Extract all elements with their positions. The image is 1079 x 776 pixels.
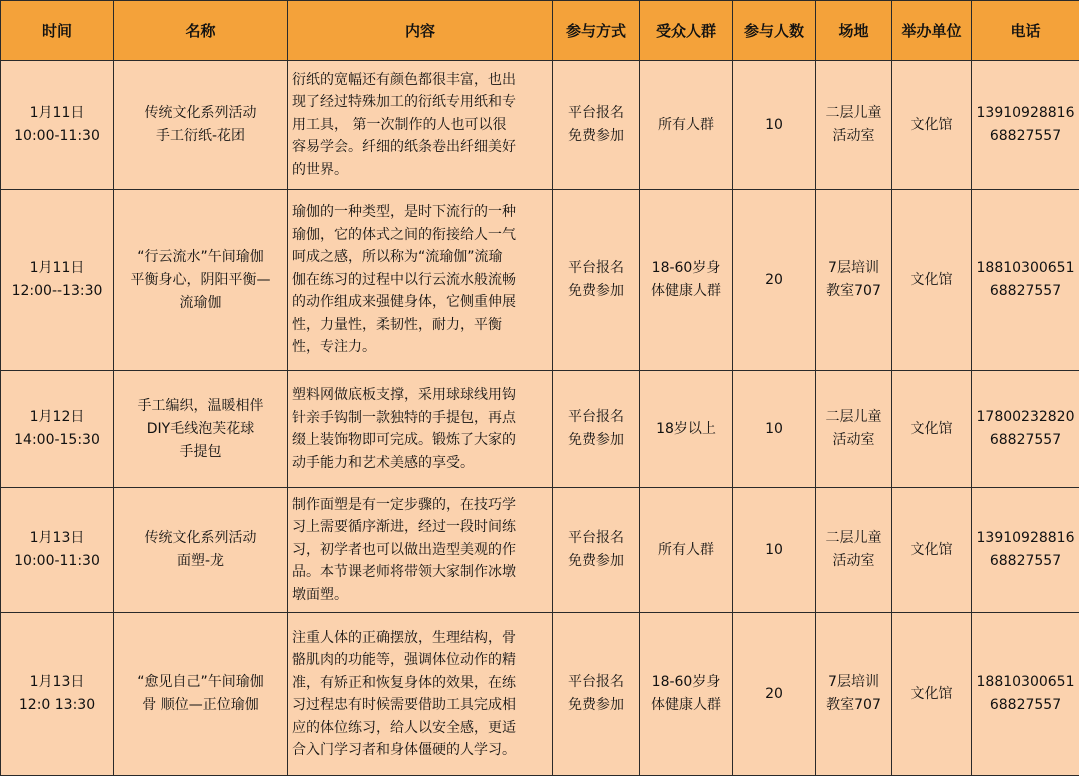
activity-name-line: 手提包 [114, 441, 287, 464]
method-line: 平台报名 [553, 257, 639, 280]
header-content: 内容 [288, 1, 553, 61]
time-range-text: 10:00-11:30 [1, 550, 113, 573]
content-cell [288, 61, 553, 190]
count-cell: 20 [733, 613, 816, 776]
activity-name-line: 平衡身心，阴阳平衡— [114, 269, 287, 292]
venue-cell [816, 613, 892, 776]
audience-line: 所有人群 [640, 114, 732, 137]
method-line: 免费参加 [553, 280, 639, 303]
method-line: 免费参加 [553, 125, 639, 148]
header-row [1, 1, 1079, 61]
activity-name-line: DIY毛线泡芙花球 [114, 418, 287, 441]
venue-line: 活动室 [816, 125, 891, 148]
organizer-cell: 文化馆 [892, 613, 972, 776]
method-line: 平台报名 [553, 527, 639, 550]
audience-line: 18岁以上 [640, 418, 732, 441]
header-method: 参与方式 [553, 1, 640, 61]
organizer-cell: 文化馆 [892, 190, 972, 371]
phone-line: 18810300651 [972, 257, 1079, 280]
method-cell [553, 613, 640, 776]
time-cell [1, 371, 114, 488]
content-line: 衍纸的宽幅还有颜色都很丰富，也出 [292, 69, 548, 92]
phone-line: 17800232820 [972, 406, 1079, 429]
audience-cell [640, 190, 733, 371]
venue-cell [816, 61, 892, 190]
date-text: 1月13日 [1, 671, 113, 694]
header-time: 时间 [1, 1, 114, 61]
activity-name-cell [114, 488, 288, 613]
content-line: 习过程忠有时候需要借助工具完成相 [292, 694, 548, 717]
content-line: 准，有矫正和恢复身体的效果，在练 [292, 672, 548, 695]
audience-cell [640, 488, 733, 613]
content-line: 注重人体的正确摆放，生理结构，骨 [292, 627, 548, 650]
method-cell [553, 190, 640, 371]
time-cell [1, 190, 114, 371]
method-line: 平台报名 [553, 406, 639, 429]
header-audience: 受众人群 [640, 1, 733, 61]
count-cell: 10 [733, 61, 816, 190]
organizer-cell: 文化馆 [892, 488, 972, 613]
table-row [1, 190, 1079, 371]
phone-cell [972, 371, 1079, 488]
content-line: 应的体位练习，给人以安全感，更适 [292, 717, 548, 740]
phone-line: 13910928816 [972, 102, 1079, 125]
method-line: 免费参加 [553, 694, 639, 717]
activity-name-line: 手工衍纸-花团 [114, 125, 287, 148]
table-row [1, 613, 1079, 776]
content-line: 用工具， 第一次制作的人也可以很 [292, 114, 548, 137]
header-organizer: 举办单位 [892, 1, 972, 61]
activity-name-line: 传统文化系列活动 [114, 527, 287, 550]
audience-cell [640, 613, 733, 776]
content-line: 习上需要循序渐进，经过一段时间练 [292, 516, 548, 539]
venue-line: 7层培训 [816, 671, 891, 694]
header-venue: 场地 [816, 1, 892, 61]
method-line: 免费参加 [553, 429, 639, 452]
content-line: 容易学会。纤细的纸条卷出纤细美好 [292, 136, 548, 159]
activity-name-cell [114, 190, 288, 371]
header-count: 参与人数 [733, 1, 816, 61]
time-range-text: 12:00--13:30 [1, 280, 113, 303]
content-line: 制作面塑是有一定步骤的，在技巧学 [292, 494, 548, 517]
activity-name-line: 传统文化系列活动 [114, 102, 287, 125]
date-text: 1月11日 [1, 102, 113, 125]
content-line: 现了经过特殊加工的衍纸专用纸和专 [292, 91, 548, 114]
content-line: 针亲手钩制一款独特的手提包，再点 [292, 407, 548, 430]
venue-line: 二层儿童 [816, 102, 891, 125]
header-phone: 电话 [972, 1, 1079, 61]
phone-line: 68827557 [972, 694, 1079, 717]
date-text: 1月11日 [1, 257, 113, 280]
method-line: 平台报名 [553, 671, 639, 694]
header-name: 名称 [114, 1, 288, 61]
count-cell: 10 [733, 488, 816, 613]
method-cell [553, 371, 640, 488]
content-line: 性，力量性，柔韧性，耐力，平衡 [292, 314, 548, 337]
time-cell [1, 488, 114, 613]
venue-line: 教室707 [816, 694, 891, 717]
content-line: 动手能力和艺术美感的享受。 [292, 452, 548, 475]
phone-line: 68827557 [972, 280, 1079, 303]
content-cell [288, 613, 553, 776]
method-cell [553, 61, 640, 190]
audience-cell [640, 371, 733, 488]
activity-name-cell [114, 61, 288, 190]
content-line: 塑料网做底板支撑，采用球球线用钩 [292, 384, 548, 407]
activity-name-line: “愈见自己”午间瑜伽 [114, 671, 287, 694]
audience-line: 18-60岁身 [640, 671, 732, 694]
content-line: 瑜伽，它的体式之间的衔接给人一气 [292, 224, 548, 247]
content-cell [288, 371, 553, 488]
content-line: 的动作组成来强健身体，它侧重伸展 [292, 291, 548, 314]
phone-line: 68827557 [972, 550, 1079, 573]
phone-cell [972, 190, 1079, 371]
venue-line: 7层培训 [816, 257, 891, 280]
phone-line: 18810300651 [972, 671, 1079, 694]
content-line: 呵成之感，所以称为“流瑜伽”流瑜 [292, 246, 548, 269]
venue-cell [816, 371, 892, 488]
venue-line: 二层儿童 [816, 527, 891, 550]
content-line: 品。本节课老师将带领大家制作冰墩 [292, 561, 548, 584]
activity-name-line: 面塑-龙 [114, 550, 287, 573]
content-line: 缀上装饰物即可完成。锻炼了大家的 [292, 429, 548, 452]
phone-line: 13910928816 [972, 527, 1079, 550]
audience-line: 18-60岁身 [640, 257, 732, 280]
audience-cell [640, 61, 733, 190]
venue-line: 教室707 [816, 280, 891, 303]
method-line: 免费参加 [553, 550, 639, 573]
activity-name-line: 骨 顺位—正位瑜伽 [114, 694, 287, 717]
content-cell [288, 190, 553, 371]
count-cell: 10 [733, 371, 816, 488]
organizer-cell: 文化馆 [892, 61, 972, 190]
date-text: 1月13日 [1, 527, 113, 550]
audience-line: 所有人群 [640, 539, 732, 562]
phone-line: 68827557 [972, 429, 1079, 452]
table-row [1, 488, 1079, 613]
content-line: 的世界。 [292, 159, 548, 182]
venue-line: 活动室 [816, 550, 891, 573]
audience-line: 体健康人群 [640, 280, 732, 303]
time-range-text: 12:0 13:30 [1, 694, 113, 717]
content-cell [288, 488, 553, 613]
date-text: 1月12日 [1, 406, 113, 429]
content-line: 性，专注力。 [292, 336, 548, 359]
phone-cell [972, 488, 1079, 613]
audience-line: 体健康人群 [640, 694, 732, 717]
content-line: 伽在练习的过程中以行云流水般流畅 [292, 269, 548, 292]
venue-line: 二层儿童 [816, 406, 891, 429]
phone-line: 68827557 [972, 125, 1079, 148]
activity-name-line: 手工编织，温暖相伴 [114, 395, 287, 418]
time-cell [1, 61, 114, 190]
content-line: 瑜伽的一种类型，是时下流行的一种 [292, 201, 548, 224]
activity-name-cell [114, 371, 288, 488]
venue-cell [816, 190, 892, 371]
content-line: 骼肌肉的功能等，强调体位动作的精 [292, 649, 548, 672]
activity-name-cell [114, 613, 288, 776]
table-row [1, 371, 1079, 488]
count-cell: 20 [733, 190, 816, 371]
content-line: 习，初学者也可以做出造型美观的作 [292, 539, 548, 562]
content-line: 合入门学习者和身体僵硬的人学习。 [292, 739, 548, 762]
activity-name-line: 流瑜伽 [114, 292, 287, 315]
content-line: 墩面塑。 [292, 584, 548, 607]
phone-cell [972, 61, 1079, 190]
venue-cell [816, 488, 892, 613]
time-cell [1, 613, 114, 776]
phone-cell [972, 613, 1079, 776]
venue-line: 活动室 [816, 429, 891, 452]
organizer-cell: 文化馆 [892, 371, 972, 488]
method-line: 平台报名 [553, 102, 639, 125]
time-range-text: 14:00-15:30 [1, 429, 113, 452]
activity-name-line: “行云流水”午间瑜伽 [114, 246, 287, 269]
time-range-text: 10:00-11:30 [1, 125, 113, 148]
table-row [1, 61, 1079, 190]
method-cell [553, 488, 640, 613]
